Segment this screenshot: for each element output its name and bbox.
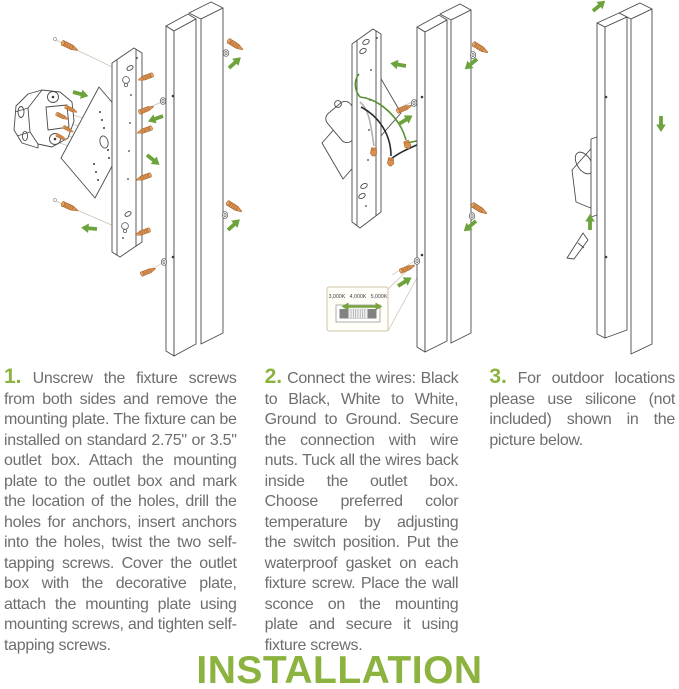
step1-diagram [0, 0, 240, 362]
screw-icon [61, 201, 79, 213]
silicone-tube-icon [567, 233, 588, 259]
color-temp-label-4000k: 4,000K [349, 294, 367, 300]
step-3-body: For outdoor locations please use silicone (not included) shown in the picture below. [489, 370, 676, 449]
color-temperature-inset [327, 287, 388, 331]
mounting-plate [112, 48, 142, 257]
step-instructions [0, 362, 679, 654]
mounting-plate [352, 29, 381, 228]
arrow-icon [144, 151, 163, 168]
arrow-icon [590, 0, 608, 15]
wire-nut-icon [387, 158, 394, 167]
gasket-icon [470, 52, 475, 59]
gasket-icon [469, 213, 474, 220]
arrow-icon [72, 87, 90, 100]
step-1-body: Unscrew the fixture screws from both sides and remove the mounting plate. The fixture can be installed on standard 2.75" or 3.5" outlet box. Attach the mounting plate to the outlet box and mark the location of the holes, drill the holes for anchors, insert anchors into the holes, twist the two self-tapping screws. Cover the outlet box with the decorative plate, attach the mounting plate using mounting screws, and tighten self-tapping screws. [4, 370, 237, 654]
color-temp-label-5000k: 5,000K [370, 294, 388, 300]
mounting-plate-edge [591, 137, 597, 217]
gasket-icon [161, 259, 166, 266]
screw-icon [61, 40, 79, 52]
gasket-icon [222, 212, 227, 219]
wall-fixture [597, 3, 652, 354]
step-1-number: 1. [4, 365, 22, 388]
gasket-icon [414, 258, 419, 265]
arrow-icon [389, 58, 406, 70]
step2-diagram [240, 0, 480, 362]
step3-diagram [480, 0, 679, 362]
gasket-icon [160, 98, 165, 105]
screw-icon [396, 103, 412, 113]
step-3-text [489, 367, 675, 645]
gasket-icon [223, 50, 228, 57]
switch-graphic [336, 303, 383, 323]
step-1-text [4, 365, 237, 654]
page-title: INSTALLATION [196, 649, 483, 689]
arrow-icon [81, 223, 98, 234]
wall-fixture [166, 2, 223, 356]
arrow-icon [146, 111, 164, 125]
step-2-text [264, 365, 459, 654]
color-temp-label-3000k: 3,000K [328, 294, 346, 300]
step-3-number: 3. [489, 365, 507, 388]
arrow-icon [656, 116, 666, 132]
wall-fixture [417, 4, 471, 352]
gasket-icon [411, 100, 416, 107]
step-2-number: 2. [264, 365, 283, 388]
step-2-body: Connect the wires: Black to Black, White to White, Ground to Ground. Secure the connection with wire nuts. Tuck all the wires back inside the outlet box. Choose preferred color temperature by adjusting the switch position. Put the waterproof gasket on each fixture screw. Place the wall sconce on the mounting plate and secure it using fixture screws. [264, 370, 459, 654]
